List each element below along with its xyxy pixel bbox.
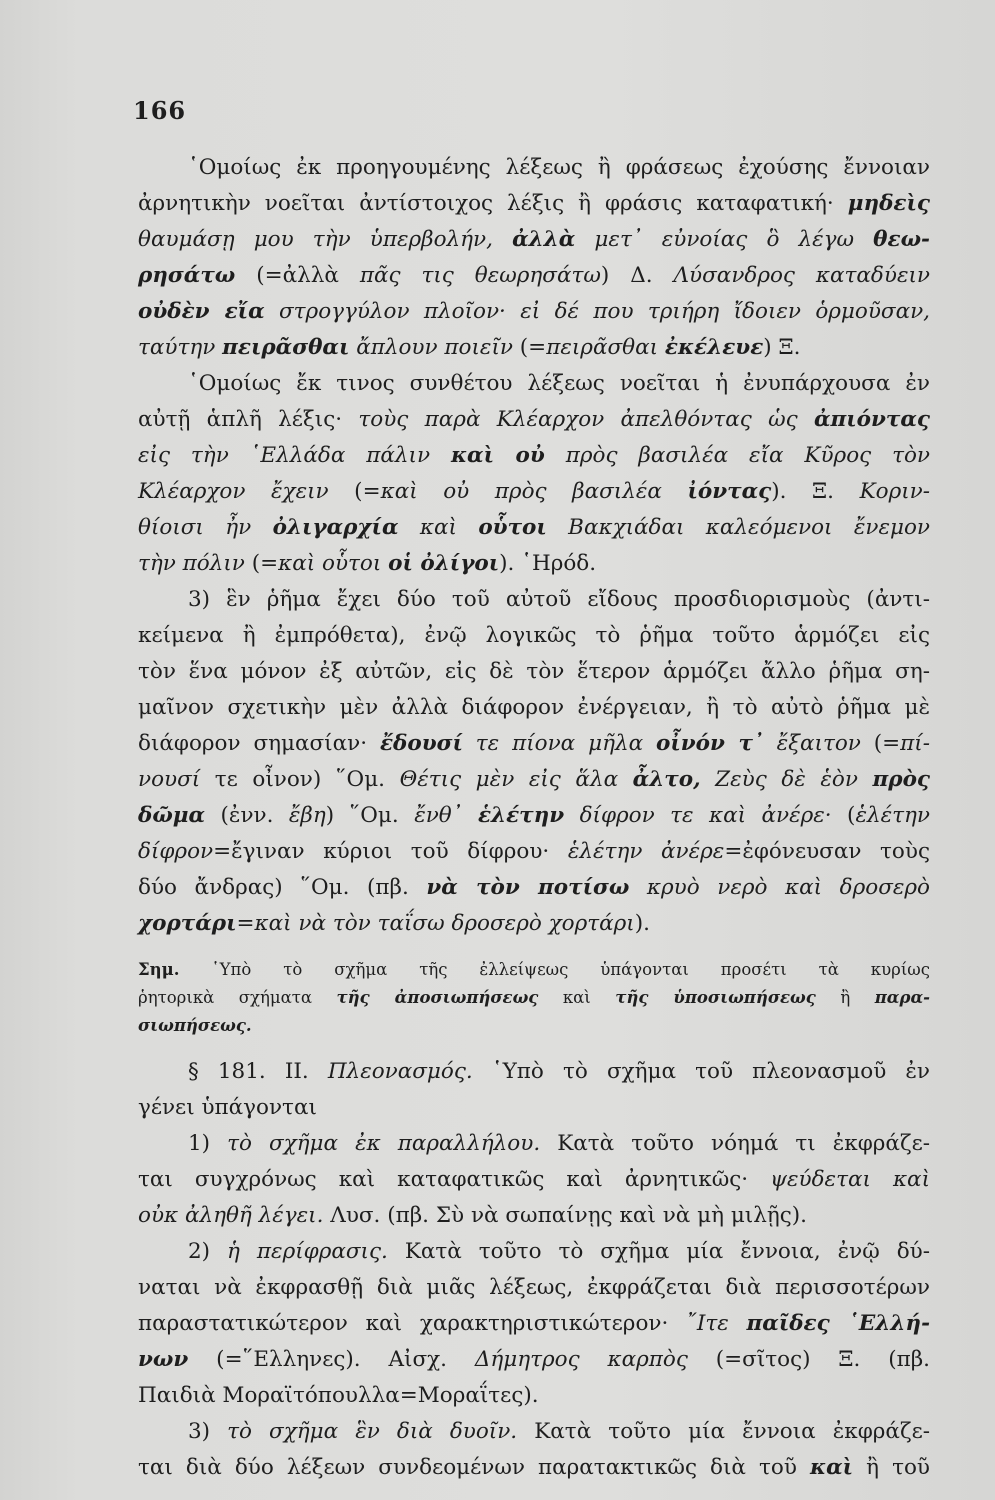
text-run: ). Ξ. (771, 479, 860, 504)
paragraph-line (138, 294, 930, 330)
section-line (138, 1270, 930, 1306)
paragraph-line (138, 474, 930, 510)
text-run: ἡ περίφρασις. (227, 1239, 388, 1264)
note-line (138, 984, 930, 1012)
text-run: αὐτῇ ἁπλῆ λέξις· (138, 407, 359, 432)
text-run: ) Ξ. (763, 335, 801, 360)
text-run: ἀρνητικὴν νοεῖται ἀντίστοιχος λέξις ἢ φράσις καταφατική· (138, 191, 848, 216)
section-line (138, 1090, 930, 1126)
paragraph-line (138, 510, 930, 546)
text-run: καὶ οὐ (450, 443, 545, 468)
text-run: ταύτην (138, 335, 223, 360)
text-run: πί- (900, 731, 930, 756)
text-run: τὸ σχῆμα ἐκ παραλλήλου. (227, 1131, 541, 1156)
text-run: παρα- (874, 988, 930, 1007)
text-run: τοὺς παρὰ Κλέαρχον ἀπελθόντας ὡς (358, 407, 814, 432)
text-run: τε πίονα μῆλα (462, 731, 657, 756)
text-run: δίφρον τε καὶ ἀνέρε· (564, 803, 832, 828)
text-run: (= (860, 731, 901, 756)
text-run: (=ἀλλὰ (235, 263, 360, 288)
text-run: Κατὰ τοῦτο τὸ σχῆμα μία ἔννοια, ἐνῷ δύ- (387, 1239, 931, 1264)
text-run: Κοριν- (859, 479, 930, 504)
text-run: Θέτις μὲν εἰς ἅλα (399, 767, 633, 792)
text-run: ἔδουσί (379, 731, 463, 756)
text-run: Πλεονασμός. (327, 1059, 473, 1084)
text-run: ται συγχρόνως καὶ καταφατικῶς καὶ ἀρνητικῶς· (138, 1167, 771, 1192)
paragraph-line (138, 834, 930, 870)
text-run: ἑλέτην (477, 803, 565, 828)
text-run: Λυσ. (πβ. Σὺ νὰ σωπαίνῃς καὶ νὰ μὴ μιλῇς). (323, 1203, 807, 1228)
text-run: 2) (188, 1239, 228, 1264)
text-run: =ἐφόνευσαν τοὺς (724, 839, 930, 864)
text-run: ρησάτω (138, 263, 236, 288)
text-run: καὶ (538, 988, 616, 1007)
text-run: ). (634, 911, 650, 936)
text-run: Κατὰ τοῦτο μία ἔννοια ἐκφράζε- (517, 1419, 930, 1444)
text-run: ἢ (815, 988, 875, 1007)
paragraph-line (138, 618, 930, 654)
paragraph-line (138, 582, 930, 618)
main-paragraphs (138, 150, 930, 942)
text-run: = (236, 911, 255, 936)
text-run: ) Δ. (600, 263, 674, 288)
text-run: καὶ οὐ πρὸς βασιλέα (380, 479, 688, 504)
text-run: ῥητορικὰ σχήματα (138, 988, 337, 1007)
text-run: οὗτοι (478, 515, 547, 540)
text-run: σιωπήσεως. (138, 1016, 252, 1035)
text-run: παῖδες ῾Ελλή- (746, 1311, 930, 1336)
text-run: Κατὰ τοῦτο νόημά τι ἐκφράζε- (540, 1131, 931, 1156)
text-run: ἆλτο, (632, 767, 701, 792)
section-line (138, 1126, 930, 1162)
text-run: παραστατικώτερον καὶ χαρακτηριστικώτερον· (138, 1311, 687, 1336)
text-run: ἀλλὰ (512, 227, 576, 252)
section-line (138, 1342, 930, 1378)
text-run: κείμενα ἢ ἐμπρόθετα), ἐνῷ λογικῶς τὸ ῥῆμα τοῦτο ἁρμόζει εἰς (138, 623, 930, 648)
text-run: ἄπλουν ποιεῖν (349, 335, 513, 360)
text-run: τὸν ἕνα μόνον ἐξ αὐτῶν, εἰς δὲ τὸν ἕτερον ἁρμόζει ἄλλο ῥῆμα ση- (138, 659, 930, 684)
text-run: (=῞Ελληνες). Αἰσχ. (188, 1347, 475, 1372)
paragraph-line (138, 330, 930, 366)
text-run: ῎Ιτε (686, 1311, 747, 1336)
paragraph-line (138, 762, 930, 798)
section-181 (138, 1054, 930, 1486)
paragraph-line (138, 438, 930, 474)
section-line (138, 1378, 930, 1414)
text-run: θεω- (873, 227, 930, 252)
text-run: οἶνόν τ᾽ (656, 731, 764, 756)
paragraph-line (138, 654, 930, 690)
text-run: ἀπιόντας (813, 407, 931, 432)
note-label: Σημ. (138, 960, 180, 979)
text-run: ἑλέτην ἀνέρε (567, 839, 725, 864)
paragraph-line (138, 870, 930, 906)
section-line (138, 1234, 930, 1270)
text-run: ῾Υπὸ τὸ σχῆμα τοῦ πλεονασμοῦ ἐν (472, 1059, 930, 1084)
text-run: ται διὰ δύο λέξεων συνδεομένων παρατακτικῶς διὰ τοῦ (138, 1455, 810, 1480)
text-run: στρογγύλον πλοῖον· εἰ δέ που τριήρη ἴδοιεν ὁρμοῦσαν, (264, 299, 931, 324)
paragraph-line (138, 402, 930, 438)
text-run: Δήμητρος καρπὸς (474, 1347, 688, 1372)
section-line (138, 1450, 930, 1486)
footnote-remark (138, 956, 930, 1040)
text-run: πᾶς τις θεωρησάτω (359, 263, 601, 288)
text-run: θίοισι ἦν (138, 515, 273, 540)
note-line (138, 1012, 930, 1040)
text-run: (= (328, 479, 381, 504)
body-text (138, 150, 930, 1486)
text-run: τῆς ὑποσιωπήσεως (615, 988, 816, 1007)
text-run: ἢ τοῦ (853, 1455, 930, 1480)
paragraph-line (138, 546, 930, 582)
text-run: (= (244, 551, 279, 576)
text-run: Κλέαρχον ἔχειν (138, 479, 329, 504)
text-run: ) ῞Ομ. (325, 803, 415, 828)
text-run: τῆς ἀποσιωπήσεως (336, 988, 539, 1007)
text-run: τε οἶνον) ῞Ομ. (200, 767, 400, 792)
paragraph-line (138, 150, 930, 186)
paragraph-line (138, 726, 930, 762)
text-run: ῾Ομοίως ἐκ προηγουμένης λέξεως ἢ φράσεως ἐχούσης ἔννοιαν (188, 155, 930, 180)
text-run: δῶμα (138, 803, 206, 828)
section-line (138, 1306, 930, 1342)
text-run: § 181. ΙΙ. (188, 1059, 328, 1084)
text-run: ( (831, 803, 856, 828)
section-line (138, 1162, 930, 1198)
text-run: καὶ οὗτοι (278, 551, 389, 576)
text-run: κρυὸ νερὸ καὶ δροσερὸ (629, 875, 930, 900)
text-run: οὐκ ἀληθῆ λέγει. (138, 1203, 324, 1228)
text-run: ἑλέτην (855, 803, 930, 828)
note-line (138, 956, 930, 984)
text-run: μηδεὶς (847, 191, 930, 216)
text-run: ἔβη (288, 803, 326, 828)
page-number: 166 (133, 96, 187, 125)
section-line (138, 1414, 930, 1450)
text-run: καὶ (810, 1455, 854, 1480)
text-run: 3) (188, 1419, 228, 1444)
text-run: χορτάρι (138, 911, 237, 936)
text-run: καὶ (398, 515, 479, 540)
text-run: νουσί (138, 767, 201, 792)
text-run: μαῖνον σχετικὴν μὲν ἀλλὰ διάφορον ἐνέργειαν, ἢ τὸ αὐτὸ ῥῆμα μὲ (138, 695, 930, 720)
text-run: μετ᾽ εὐνοίας ὃ λέγω (575, 227, 874, 252)
text-run: θαυμάσῃ μου τὴν ὑπερβολήν, (138, 227, 513, 252)
text-run: τὸ σχῆμα ἓν διὰ δυοῖν. (227, 1419, 518, 1444)
paragraph-line (138, 906, 930, 942)
text-run: οὐδὲν εἴα (138, 299, 265, 324)
text-run: δίφρον (138, 839, 214, 864)
section-line (138, 1054, 930, 1090)
text-run: 3) ἓν ῥῆμα ἔχει δύο τοῦ αὐτοῦ εἴδους προσδιορισμοὺς (ἀντι- (188, 587, 930, 612)
text-run: διάφορον σημασίαν· (138, 731, 380, 756)
paragraph-line (138, 798, 930, 834)
text-run: πειρᾶσθαι (546, 335, 665, 360)
text-run: 1) (188, 1131, 228, 1156)
text-run: νὰ τὸν ποτίσω (426, 875, 630, 900)
paragraph-line (138, 186, 930, 222)
text-run: ὀλιγαρχία (272, 515, 399, 540)
text-run: πρὸς βασιλέα εἴα Κῦρος τὸν (544, 443, 930, 468)
text-run: Λύσανδρος καταδύειν (673, 263, 930, 288)
text-run: (=σῖτος) Ξ. (πβ. (687, 1347, 931, 1372)
text-run: ψεύδεται καὶ (770, 1167, 930, 1192)
text-run: ἔνθ᾽ (414, 803, 478, 828)
text-run: καὶ νὰ τὸν ταΐσω δροσερὸ χορτάρι (254, 911, 635, 936)
paragraph-line (138, 258, 930, 294)
text-run: τὴν πόλιν (138, 551, 245, 576)
text-run: Βακχιάδαι καλεόμενοι ἔνεμον (546, 515, 930, 540)
section-line (138, 1198, 930, 1234)
text-run: εἰς τὴν ῾Ελλάδα πάλιν (138, 443, 451, 468)
paragraph-line (138, 366, 930, 402)
text-run: ναται νὰ ἐκφρασθῇ διὰ μιᾶς λέξεως, ἐκφράζεται διὰ περισσοτέρων (138, 1275, 930, 1300)
paragraph-line (138, 690, 930, 726)
text-run: ἐκέλευε (664, 335, 764, 360)
text-run: δύο ἄνδρας) ῞Ομ. (πβ. (138, 875, 427, 900)
text-run: Παιδιὰ Μοραϊτόπουλλα=Μοραΐτες). (138, 1383, 539, 1408)
text-run: ἰόντας (687, 479, 772, 504)
text-run: νων (138, 1347, 189, 1372)
text-run: ῾Υπὸ τὸ σχῆμα τῆς ἐλλείψεως ὑπάγονται προσέτι τὰ κυρίως (179, 960, 930, 979)
text-run: οἱ ὀλίγοι (388, 551, 500, 576)
text-run: ῾Ομοίως ἔκ τινος συνθέτου λέξεως νοεῖται ἡ ἐνυπάρχουσα ἐν (188, 371, 930, 396)
text-run: ). ῾Ηρόδ. (499, 551, 597, 576)
text-run: =ἔγιναν κύριοι τοῦ δίφρου· (213, 839, 568, 864)
text-run: (ἐνν. (205, 803, 289, 828)
text-run: ἔξαιτον (763, 731, 861, 756)
text-run: Ζεὺς δὲ ἑὸν (700, 767, 873, 792)
paragraph-line (138, 222, 930, 258)
text-run: γένει ὑπάγονται (138, 1095, 317, 1120)
text-run: πειρᾶσθαι (222, 335, 350, 360)
text-run: (= (512, 335, 547, 360)
text-run: πρὸς (872, 767, 930, 792)
